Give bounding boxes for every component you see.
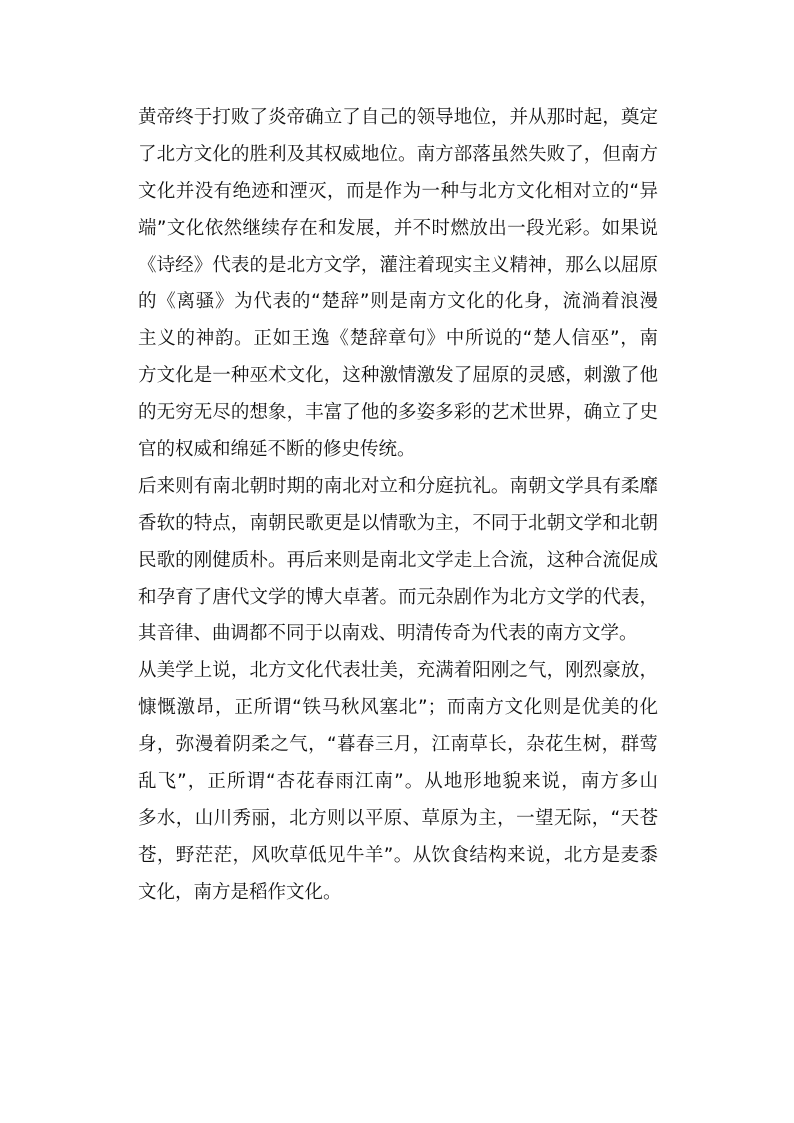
- text-line: 苍，野茫茫，风吹草低见牛羊”。从饮食结构来说，北方是麦黍: [138, 844, 658, 866]
- document-body: [138, 100, 658, 912]
- paragraph-2: [138, 469, 658, 653]
- text-line: 文化并没有绝迹和湮灭，而是作为一种与北方文化相对立的“异: [138, 180, 658, 202]
- text-line: 民歌的刚健质朴。再后来则是南北文学走上合流，这种合流促成: [138, 549, 658, 571]
- text-line: 多水，山川秀丽，北方则以平原、草原为主，一望无际，“天苍: [138, 807, 658, 829]
- text-line: 的《离骚》为代表的“楚辞”则是南方文化的化身，流淌着浪漫: [138, 291, 658, 313]
- text-line: 慷慨激昂，正所谓“铁马秋风塞北”；而南方文化则是优美的化: [138, 697, 658, 719]
- text-line: 端”文化依然继续存在和发展，并不时燃放出一段光彩。如果说: [138, 217, 658, 239]
- paragraph-3: [138, 653, 658, 911]
- text-line: 从美学上说，北方文化代表壮美，充满着阳刚之气，刚烈豪放，: [138, 660, 658, 682]
- text-line: 文化，南方是稻作文化。: [138, 881, 342, 903]
- text-line: 香软的特点，南朝民歌更是以情歌为主，不同于北朝文学和北朝: [138, 512, 658, 534]
- text-line: 的无穷无尽的想象，丰富了他的多姿多彩的艺术世界，确立了史: [138, 402, 658, 424]
- text-line: 和孕育了唐代文学的博大卓著。而元杂剧作为北方文学的代表，: [138, 586, 658, 608]
- text-line: 身，弥漫着阴柔之气，“暮春三月，江南草长，杂花生树，群莺: [138, 734, 658, 756]
- text-line: 乱飞”，正所谓“杏花春雨江南”。从地形地貌来说，南方多山: [138, 771, 658, 793]
- text-line: 主义的神韵。正如王逸《楚辞章句》中所说的“楚人信巫”，南: [138, 328, 658, 350]
- text-line: 后来则有南北朝时期的南北对立和分庭抗礼。南朝文学具有柔靡: [138, 475, 658, 497]
- text-line: 黄帝终于打败了炎帝确立了自己的领导地位，并从那时起，奠定: [138, 107, 658, 128]
- text-line: 《诗经》代表的是北方文学，灌注着现实主义精神，那么以屈原: [138, 254, 658, 276]
- text-line: 其音律、曲调都不同于以南戏、明清传奇为代表的南方文学。: [138, 623, 638, 645]
- text-line: 了北方文化的胜利及其权威地位。南方部落虽然失败了，但南方: [138, 143, 658, 165]
- text-line: 方文化是一种巫术文化，这种激情激发了屈原的灵感，刺激了他: [138, 365, 658, 387]
- paragraph-1: [138, 100, 658, 469]
- text-line: 官的权威和绵延不断的修史传统。: [138, 439, 416, 461]
